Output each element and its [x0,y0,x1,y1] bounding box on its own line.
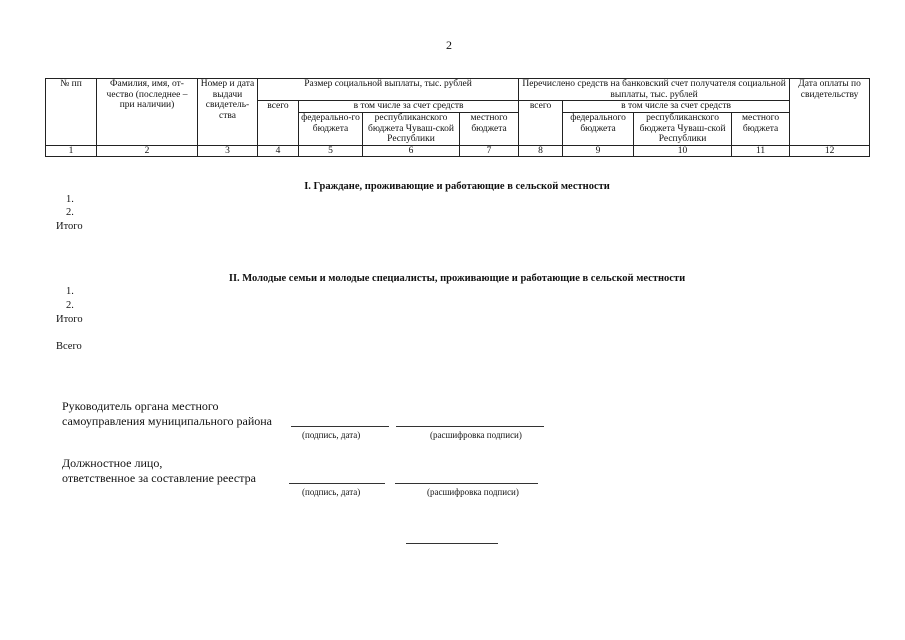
header-transferred: Перечислено средств на банковский счет получателя социальной выплаты, тыс. рублей [519,79,790,101]
official-signature-label-1: Должностное лицо, [62,456,163,470]
header-federal-2: федерального бюджета [563,113,634,146]
head-signature-line [291,426,389,427]
header-payment-date: Дата оплаты по свидетельству [790,79,870,146]
column-number: 1 [46,146,97,157]
column-number: 7 [460,146,519,157]
section-2-row-1: 1. [66,286,74,297]
section-1-title: I. Граждане, проживающие и работающие в сельской местности [304,181,610,192]
section-2-title: II. Молодые семьи и молодые специалисты, проживающие и работающие в сельской местности [228,273,686,284]
header-republic: республиканского бюджета Чуваш-ской Республики [363,113,460,146]
section-1-row-1: 1. [66,194,74,205]
header-federal: федерально-го бюджета [299,113,363,146]
header-total-2: всего [519,101,563,146]
head-decode-line [396,426,544,427]
column-number: 5 [299,146,363,157]
header-payment-amount: Размер социальной выплаты, тыс. рублей [258,79,519,101]
header-no: № пп [46,79,97,146]
section-1-row-2: 2. [66,207,74,218]
header-republic-2: республиканского бюджета Чуваш-ской Республики [634,113,732,146]
official-signature-label-2: ответственное за составление реестра [62,471,256,485]
column-number: 8 [519,146,563,157]
header-name: Фамилия, имя, от-чество (последнее – при наличии) [97,79,198,146]
column-number: 9 [563,146,634,157]
end-divider [406,543,498,544]
head-signature-label-2: самоуправления муниципального района [62,414,273,428]
page-number: 2 [446,38,452,52]
section-2-total: Итого [56,314,83,325]
header-including: в том числе за счет средств [299,101,519,113]
head-decode-caption: (расшифровка подписи) [430,430,522,440]
header-certificate: Номер и дата выдачи свидетель-ства [198,79,258,146]
official-decode-caption: (расшифровка подписи) [427,487,519,497]
header-including-2: в том числе за счет средств [563,101,790,113]
head-signature-label-1: Руководитель органа местного [62,399,219,413]
grand-total: Всего [56,341,82,352]
section-1-total: Итого [56,221,83,232]
column-number: 3 [198,146,258,157]
column-number: 10 [634,146,732,157]
column-number: 6 [363,146,460,157]
column-number: 11 [732,146,790,157]
header-local-2: местного бюджета [732,113,790,146]
official-signature-line [289,483,385,484]
official-signature-caption: (подпись, дата) [302,487,361,497]
column-number: 12 [790,146,870,157]
column-number: 2 [97,146,198,157]
official-decode-line [395,483,538,484]
head-signature-caption: (подпись, дата) [302,430,361,440]
registry-table [45,78,870,157]
header-local: местного бюджета [460,113,519,146]
section-2-row-2: 2. [66,300,74,311]
column-number: 4 [258,146,299,157]
header-total: всего [258,101,299,146]
